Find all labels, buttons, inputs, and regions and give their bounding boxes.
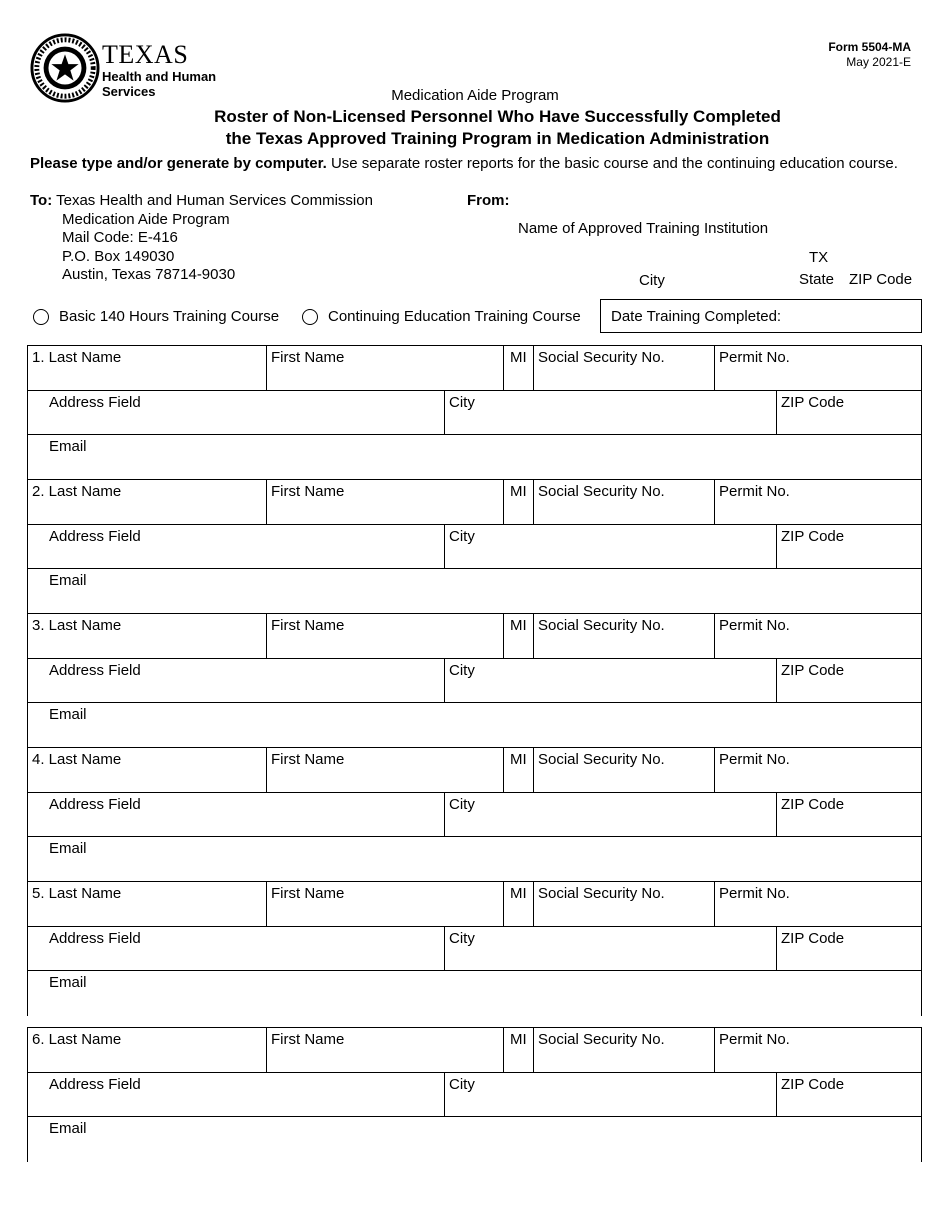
from-zip-field[interactable]: ZIP Code <box>849 271 913 288</box>
ssn-field[interactable]: Social Security No. <box>533 748 714 792</box>
roster-record <box>27 479 922 614</box>
basic-course-radio[interactable] <box>33 309 49 325</box>
state-value[interactable]: TX <box>809 249 829 266</box>
roster-record <box>27 345 922 480</box>
email-row <box>28 569 921 614</box>
last-name-field[interactable]: 4. Last Name <box>32 751 122 768</box>
first-name-field[interactable]: First Name <box>266 346 503 390</box>
permit-number-field[interactable]: Permit No. <box>714 748 921 792</box>
institution-name-field[interactable]: Name of Approved Training Institution <box>518 220 769 237</box>
city-field[interactable]: City <box>444 659 776 703</box>
name-row <box>28 614 921 659</box>
zip-code-field[interactable]: ZIP Code <box>776 525 921 569</box>
instructions-text: Use separate roster reports for the basic course and the continuing education course. <box>326 155 898 172</box>
address-row <box>28 659 921 704</box>
ssn-field[interactable]: Social Security No. <box>533 346 714 390</box>
name-row <box>28 882 921 927</box>
first-name-field[interactable]: First Name <box>266 614 503 658</box>
city-field[interactable]: City <box>444 1073 776 1117</box>
city-field[interactable]: City <box>444 391 776 435</box>
email-field[interactable]: Email <box>49 572 87 590</box>
permit-number-field[interactable]: Permit No. <box>714 346 921 390</box>
email-field[interactable]: Email <box>49 1120 87 1138</box>
email-row <box>28 1117 921 1162</box>
form-date: May 2021-E <box>846 55 911 69</box>
last-name-field[interactable]: 1. Last Name <box>32 349 122 366</box>
page-title <box>0 106 950 150</box>
zip-code-field[interactable]: ZIP Code <box>776 1073 921 1117</box>
continuing-course-radio[interactable] <box>302 309 318 325</box>
email-field[interactable]: Email <box>49 706 87 724</box>
email-field[interactable]: Email <box>49 974 87 992</box>
last-name-field[interactable]: 6. Last Name <box>32 1031 122 1048</box>
roster-record <box>27 881 922 1016</box>
address-row <box>28 525 921 570</box>
middle-initial-field[interactable]: MI <box>503 1028 533 1072</box>
to-line-1: Texas Health and Human Services Commission <box>56 192 373 209</box>
zip-code-field[interactable]: ZIP Code <box>776 927 921 971</box>
address-row <box>28 927 921 972</box>
to-line-3: Mail Code: E-416 <box>62 229 178 246</box>
first-name-field[interactable]: First Name <box>266 480 503 524</box>
address-field[interactable]: Address Field <box>49 1075 141 1093</box>
email-row <box>28 703 921 748</box>
ssn-field[interactable]: Social Security No. <box>533 480 714 524</box>
roster-record <box>27 747 922 882</box>
logo-line-1: Health and Human <box>102 69 217 84</box>
continuing-course-label: Continuing Education Training Course <box>328 308 581 325</box>
city-field[interactable]: City <box>444 793 776 837</box>
zip-code-field[interactable]: ZIP Code <box>776 391 921 435</box>
address-row <box>28 391 921 436</box>
instructions-bold: Please type and/or generate by computer. <box>30 155 327 172</box>
email-field[interactable]: Email <box>49 438 87 456</box>
basic-course-label: Basic 140 Hours Training Course <box>59 308 280 325</box>
logo-title: TEXAS <box>102 40 189 69</box>
first-name-field[interactable]: First Name <box>266 748 503 792</box>
email-row <box>28 971 921 1016</box>
ssn-field[interactable]: Social Security No. <box>533 1028 714 1072</box>
title-line-1: Roster of Non-Licensed Personnel Who Have Successfully Completed <box>214 107 781 126</box>
date-training-completed-field[interactable]: Date Training Completed: <box>600 299 922 333</box>
first-name-field[interactable]: First Name <box>266 882 503 926</box>
name-row <box>28 480 921 525</box>
address-row <box>28 1073 921 1118</box>
roster-record <box>27 1027 922 1162</box>
address-field[interactable]: Address Field <box>49 393 141 411</box>
zip-code-field[interactable]: ZIP Code <box>776 659 921 703</box>
address-field[interactable]: Address Field <box>49 527 141 545</box>
logo-line-2: Services <box>102 84 156 99</box>
permit-number-field[interactable]: Permit No. <box>714 882 921 926</box>
permit-number-field[interactable]: Permit No. <box>714 1028 921 1072</box>
from-label: From: <box>467 192 510 209</box>
middle-initial-field[interactable]: MI <box>503 614 533 658</box>
to-address-block <box>30 192 373 285</box>
ssn-field[interactable]: Social Security No. <box>533 882 714 926</box>
address-field[interactable]: Address Field <box>49 929 141 947</box>
form-number: Form 5504-MA <box>828 40 911 54</box>
middle-initial-field[interactable]: MI <box>503 748 533 792</box>
name-row <box>28 1028 921 1073</box>
permit-number-field[interactable]: Permit No. <box>714 480 921 524</box>
first-name-field[interactable]: First Name <box>266 1028 503 1072</box>
last-name-field[interactable]: 5. Last Name <box>32 885 122 902</box>
email-row <box>28 435 921 480</box>
address-row <box>28 793 921 838</box>
middle-initial-field[interactable]: MI <box>503 882 533 926</box>
program-name: Medication Aide Program <box>391 87 559 104</box>
roster-record <box>27 613 922 748</box>
middle-initial-field[interactable]: MI <box>503 480 533 524</box>
instructions <box>30 154 910 173</box>
email-row <box>28 837 921 882</box>
from-city-field[interactable]: City <box>639 272 665 289</box>
address-field[interactable]: Address Field <box>49 795 141 813</box>
permit-number-field[interactable]: Permit No. <box>714 614 921 658</box>
middle-initial-field[interactable]: MI <box>503 346 533 390</box>
ssn-field[interactable]: Social Security No. <box>533 614 714 658</box>
title-line-2: the Texas Approved Training Program in Medication Administration <box>225 129 770 148</box>
to-line-4: P.O. Box 149030 <box>62 247 175 265</box>
last-name-field[interactable]: 3. Last Name <box>32 617 122 634</box>
to-line-2: Medication Aide Program <box>62 210 230 228</box>
address-field[interactable]: Address Field <box>49 661 141 679</box>
email-field[interactable]: Email <box>49 840 87 858</box>
zip-code-field[interactable]: ZIP Code <box>776 793 921 837</box>
from-state-label: State <box>799 271 835 288</box>
name-row <box>28 748 921 793</box>
city-field[interactable]: City <box>444 927 776 971</box>
name-row <box>28 346 921 391</box>
to-label: To: <box>30 192 53 209</box>
city-field[interactable]: City <box>444 525 776 569</box>
last-name-field[interactable]: 2. Last Name <box>32 483 122 500</box>
to-line-5: Austin, Texas 78714-9030 <box>62 266 236 283</box>
